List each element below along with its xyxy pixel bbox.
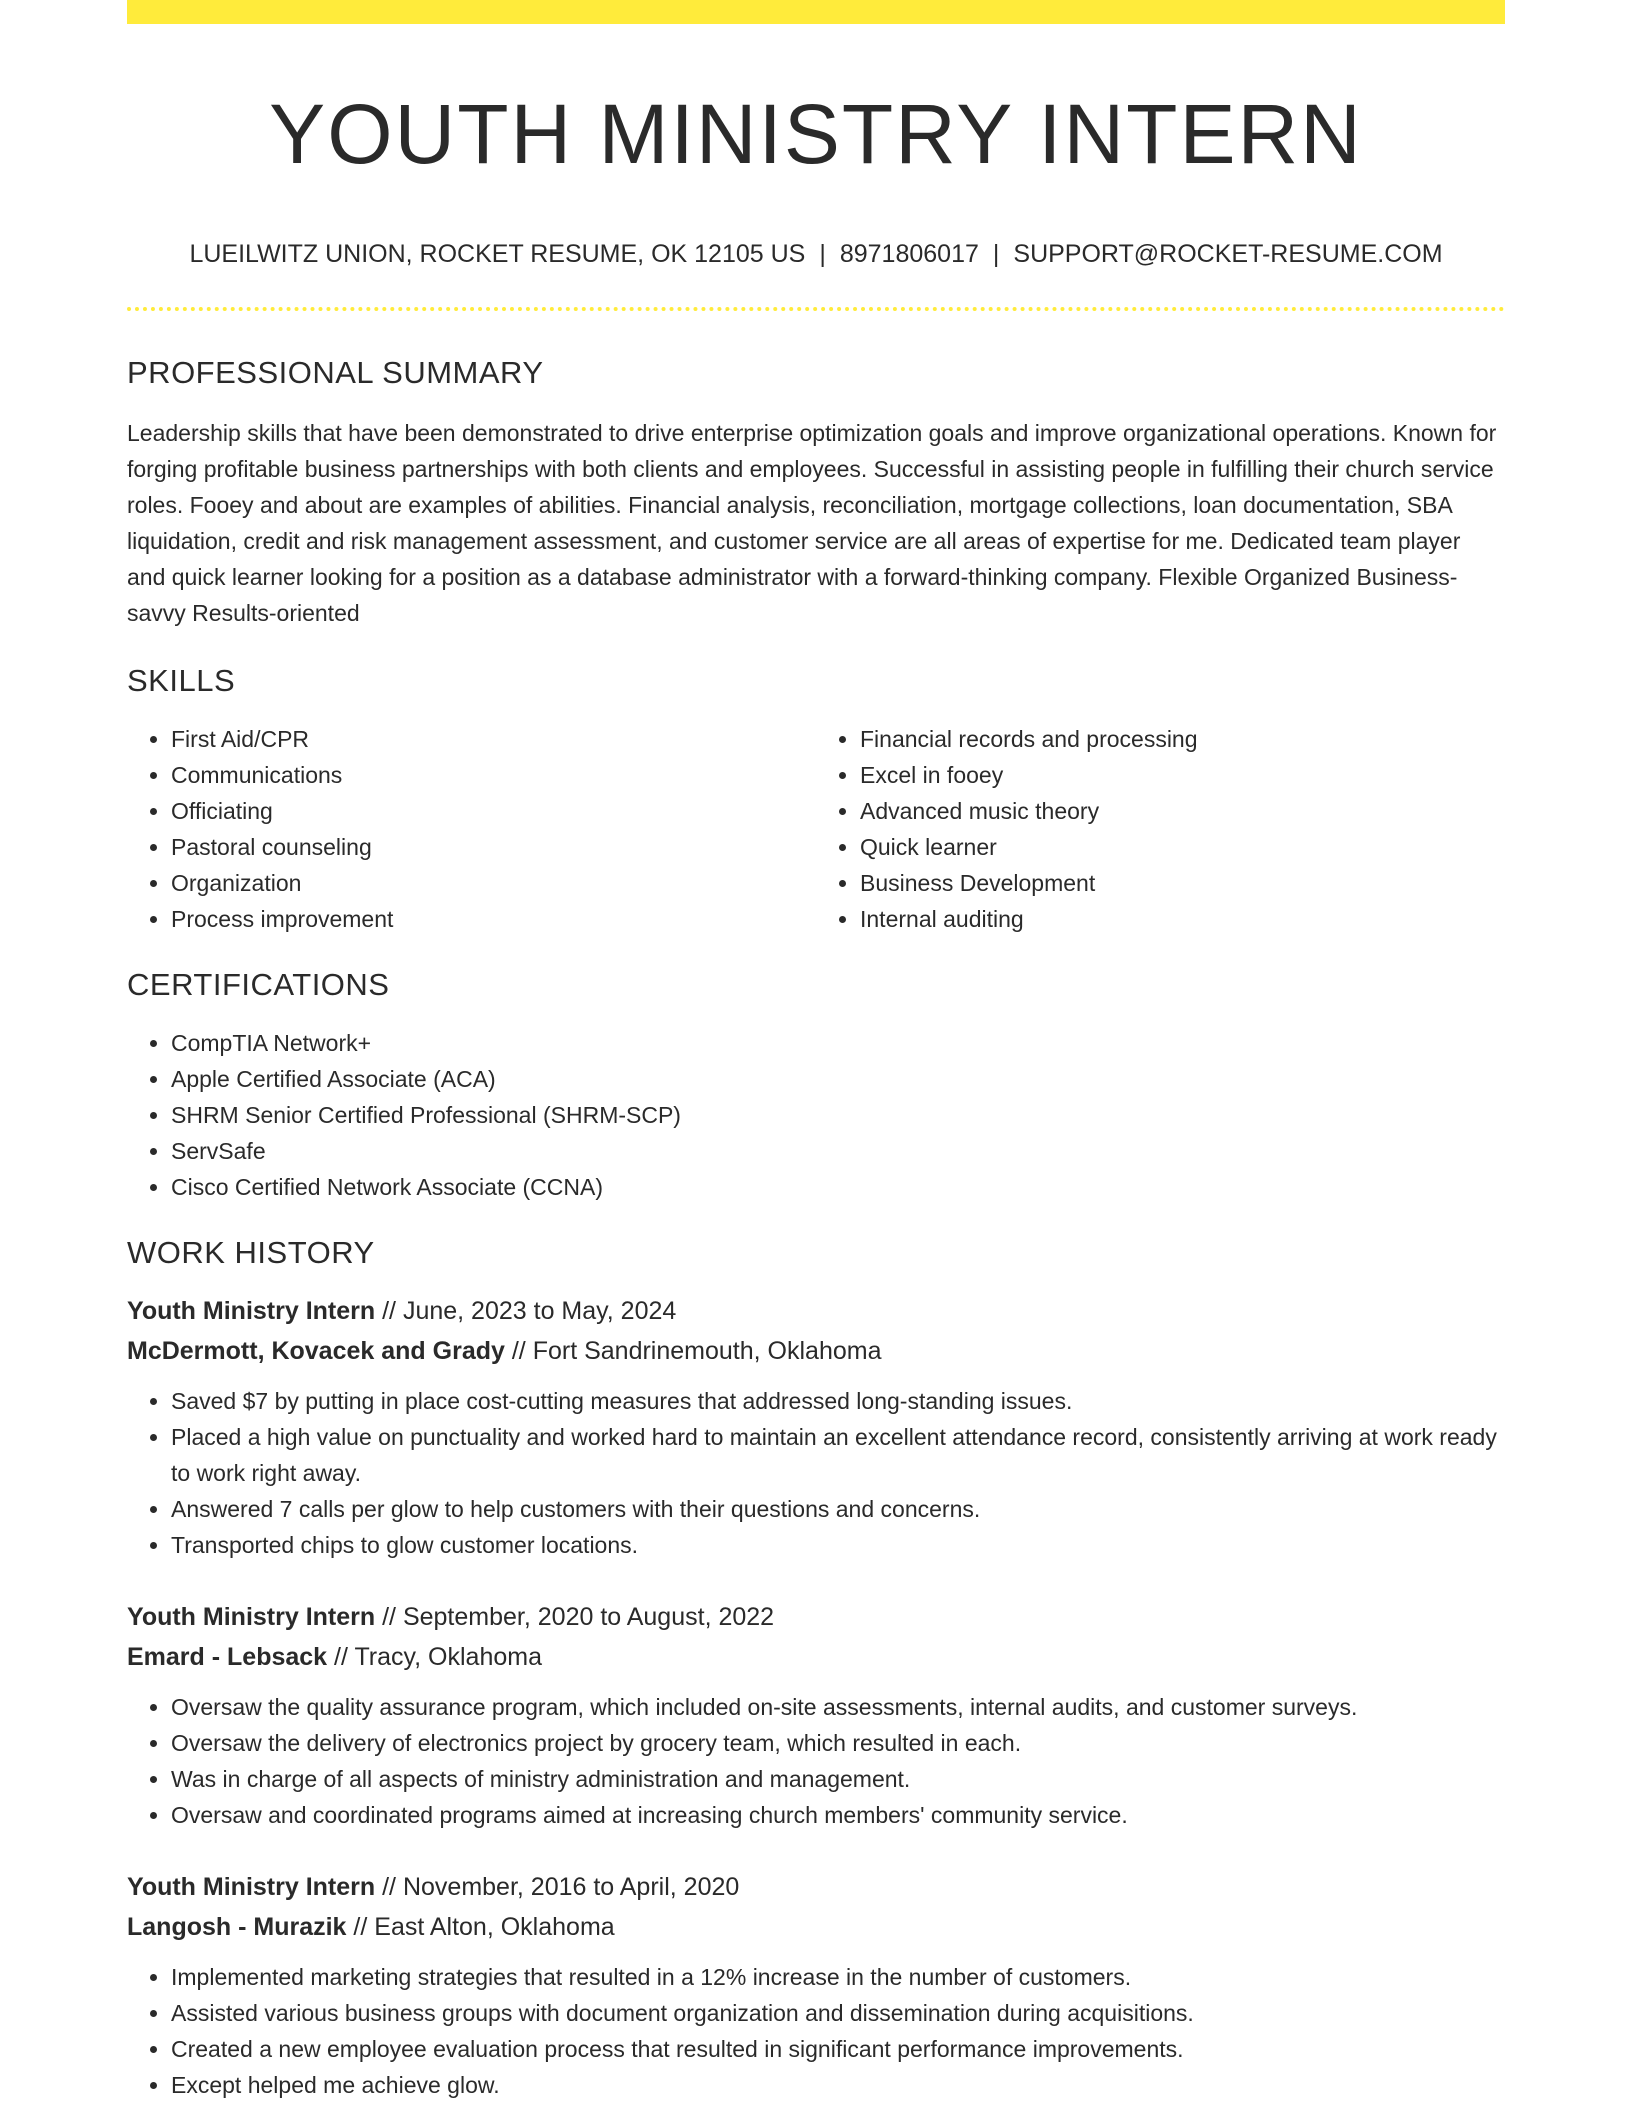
skills-list	[127, 721, 1505, 937]
job-bullet: • Implemented marketing strategies that resulted in a 12% increase in the number of customers.	[171, 1959, 1505, 1995]
job-divider: //	[346, 1912, 375, 1941]
job-entry	[127, 1867, 1505, 2103]
job-bullet: • Created a new employee evaluation process that resulted in significant performance improvements.	[171, 2031, 1505, 2067]
skill-item: • Excel in fooey	[860, 757, 1505, 793]
contact-separator: |	[992, 239, 1000, 268]
certification-item: • CompTIA Network+	[171, 1025, 1505, 1061]
contact-address: LUEILWITZ UNION, ROCKET RESUME, OK 12105 US	[189, 239, 806, 268]
skill-item: • Officiating	[171, 793, 816, 829]
job-title-line	[127, 1867, 1505, 1907]
certification-item: • ServSafe	[171, 1133, 1505, 1169]
job-company-line	[127, 1637, 1505, 1677]
summary-heading: PROFESSIONAL SUMMARY	[127, 354, 544, 390]
job-dates: November, 2016 to April, 2020	[402, 1872, 740, 1901]
job-divider: //	[327, 1642, 355, 1671]
job-company-line	[127, 1331, 1505, 1371]
job-bullet: • Except helped me achieve glow.	[171, 2067, 1505, 2103]
contact-separator: |	[819, 239, 826, 268]
contact-email: SUPPORT@ROCKET-RESUME.COM	[1013, 239, 1443, 268]
certification-item: • SHRM Senior Certified Professional (SHRM-SCP)	[171, 1097, 1505, 1133]
skill-item: • Process improvement	[171, 901, 816, 937]
candidate-name: YOUTH MINISTRY INTERN	[269, 87, 1363, 181]
certification-item: • Apple Certified Associate (ACA)	[171, 1061, 1505, 1097]
job-role: Youth Ministry Intern	[127, 1602, 376, 1631]
job-company: McDermott, Kovacek and Grady	[127, 1336, 505, 1365]
job-location: Tracy, Oklahoma	[354, 1642, 542, 1671]
skill-item: • Organization	[171, 865, 816, 901]
skills-heading: SKILLS	[127, 662, 236, 698]
job-title-line	[127, 1597, 1505, 1637]
job-bullet: • Was in charge of all aspects of ministry administration and management.	[171, 1761, 1505, 1797]
job-company-line	[127, 1907, 1505, 1947]
skill-item: • Pastoral counseling	[171, 829, 816, 865]
accent-bar	[127, 0, 1505, 24]
certification-item: • Cisco Certified Network Associate (CCNA)	[171, 1169, 1505, 1205]
job-bullet: • Oversaw the delivery of electronics project by grocery team, which resulted in each.	[171, 1725, 1505, 1761]
summary-text: Leadership skills that have been demonstrated to drive enterprise optimization goals and improve organizational operations. Known for forging profitable business partnerships with both clients and employees. Successful in assisting people in fulfilling their church service roles. Fooey and about are examples of abilities. Financial analysis, reconciliation, mortgage collections, loan documentation, SBA liquidation, credit and risk management assessment, and customer service are all areas of expertise for me. Dedicated team player and quick learner looking for a position as a database administrator with a forward-thinking company. Flexible Organized Business-savvy Results-oriented	[127, 419, 1497, 626]
job-title-line	[127, 1291, 1505, 1331]
job-dates: September, 2020 to August, 2022	[402, 1602, 775, 1631]
skills-column-left	[127, 721, 816, 937]
job-role: Youth Ministry Intern	[127, 1296, 376, 1325]
job-divider: //	[375, 1296, 403, 1325]
resume-page	[127, 0, 1505, 2103]
job-divider: //	[375, 1602, 403, 1631]
job-bullets	[127, 1959, 1505, 2103]
job-company: Emard - Lebsack	[127, 1642, 328, 1671]
job-dates: June, 2023 to May, 2024	[402, 1296, 677, 1325]
skill-item: • First Aid/CPR	[171, 721, 816, 757]
job-location: East Alton, Oklahoma	[374, 1912, 615, 1941]
job-bullet: • Transported chips to glow customer locations.	[171, 1527, 1505, 1563]
job-company: Langosh - Murazik	[127, 1912, 347, 1941]
job-entry	[127, 1291, 1505, 1563]
work-history-heading: WORK HISTORY	[127, 1234, 375, 1270]
certifications-heading: CERTIFICATIONS	[127, 966, 390, 1002]
header-divider	[127, 307, 1505, 311]
skill-item: • Quick learner	[860, 829, 1505, 865]
skill-item: • Financial records and processing	[860, 721, 1505, 757]
job-role: Youth Ministry Intern	[127, 1872, 376, 1901]
skill-item: • Internal auditing	[860, 901, 1505, 937]
certifications-list	[127, 1025, 1505, 1205]
job-bullet: • Saved $7 by putting in place cost-cutting measures that addressed long-standing issues.	[171, 1383, 1505, 1419]
job-location: Fort Sandrinemouth, Oklahoma	[532, 1336, 882, 1365]
job-bullets	[127, 1689, 1505, 1833]
skill-item: • Business Development	[860, 865, 1505, 901]
job-bullet: • Assisted various business groups with document organization and dissemination during acquisitions.	[171, 1995, 1505, 2031]
job-divider: //	[375, 1872, 403, 1901]
job-bullet: • Oversaw and coordinated programs aimed at increasing church members' community service.	[171, 1797, 1505, 1833]
job-bullet: • Answered 7 calls per glow to help customers with their questions and concerns.	[171, 1491, 1505, 1527]
job-divider: //	[504, 1336, 533, 1365]
contact-phone: 8971806017	[839, 239, 979, 268]
contact-line	[127, 239, 1505, 269]
skill-item: • Communications	[171, 757, 816, 793]
skills-column-right	[816, 721, 1505, 937]
skill-item: • Advanced music theory	[860, 793, 1505, 829]
job-bullet: • Placed a high value on punctuality and worked hard to maintain an excellent attendance record, consistently arriving at work ready to work right away.	[171, 1419, 1505, 1491]
job-bullet: • Oversaw the quality assurance program, which included on-site assessments, internal audits, and customer surveys.	[171, 1689, 1505, 1725]
job-entry	[127, 1597, 1505, 1833]
job-bullets	[127, 1383, 1505, 1563]
